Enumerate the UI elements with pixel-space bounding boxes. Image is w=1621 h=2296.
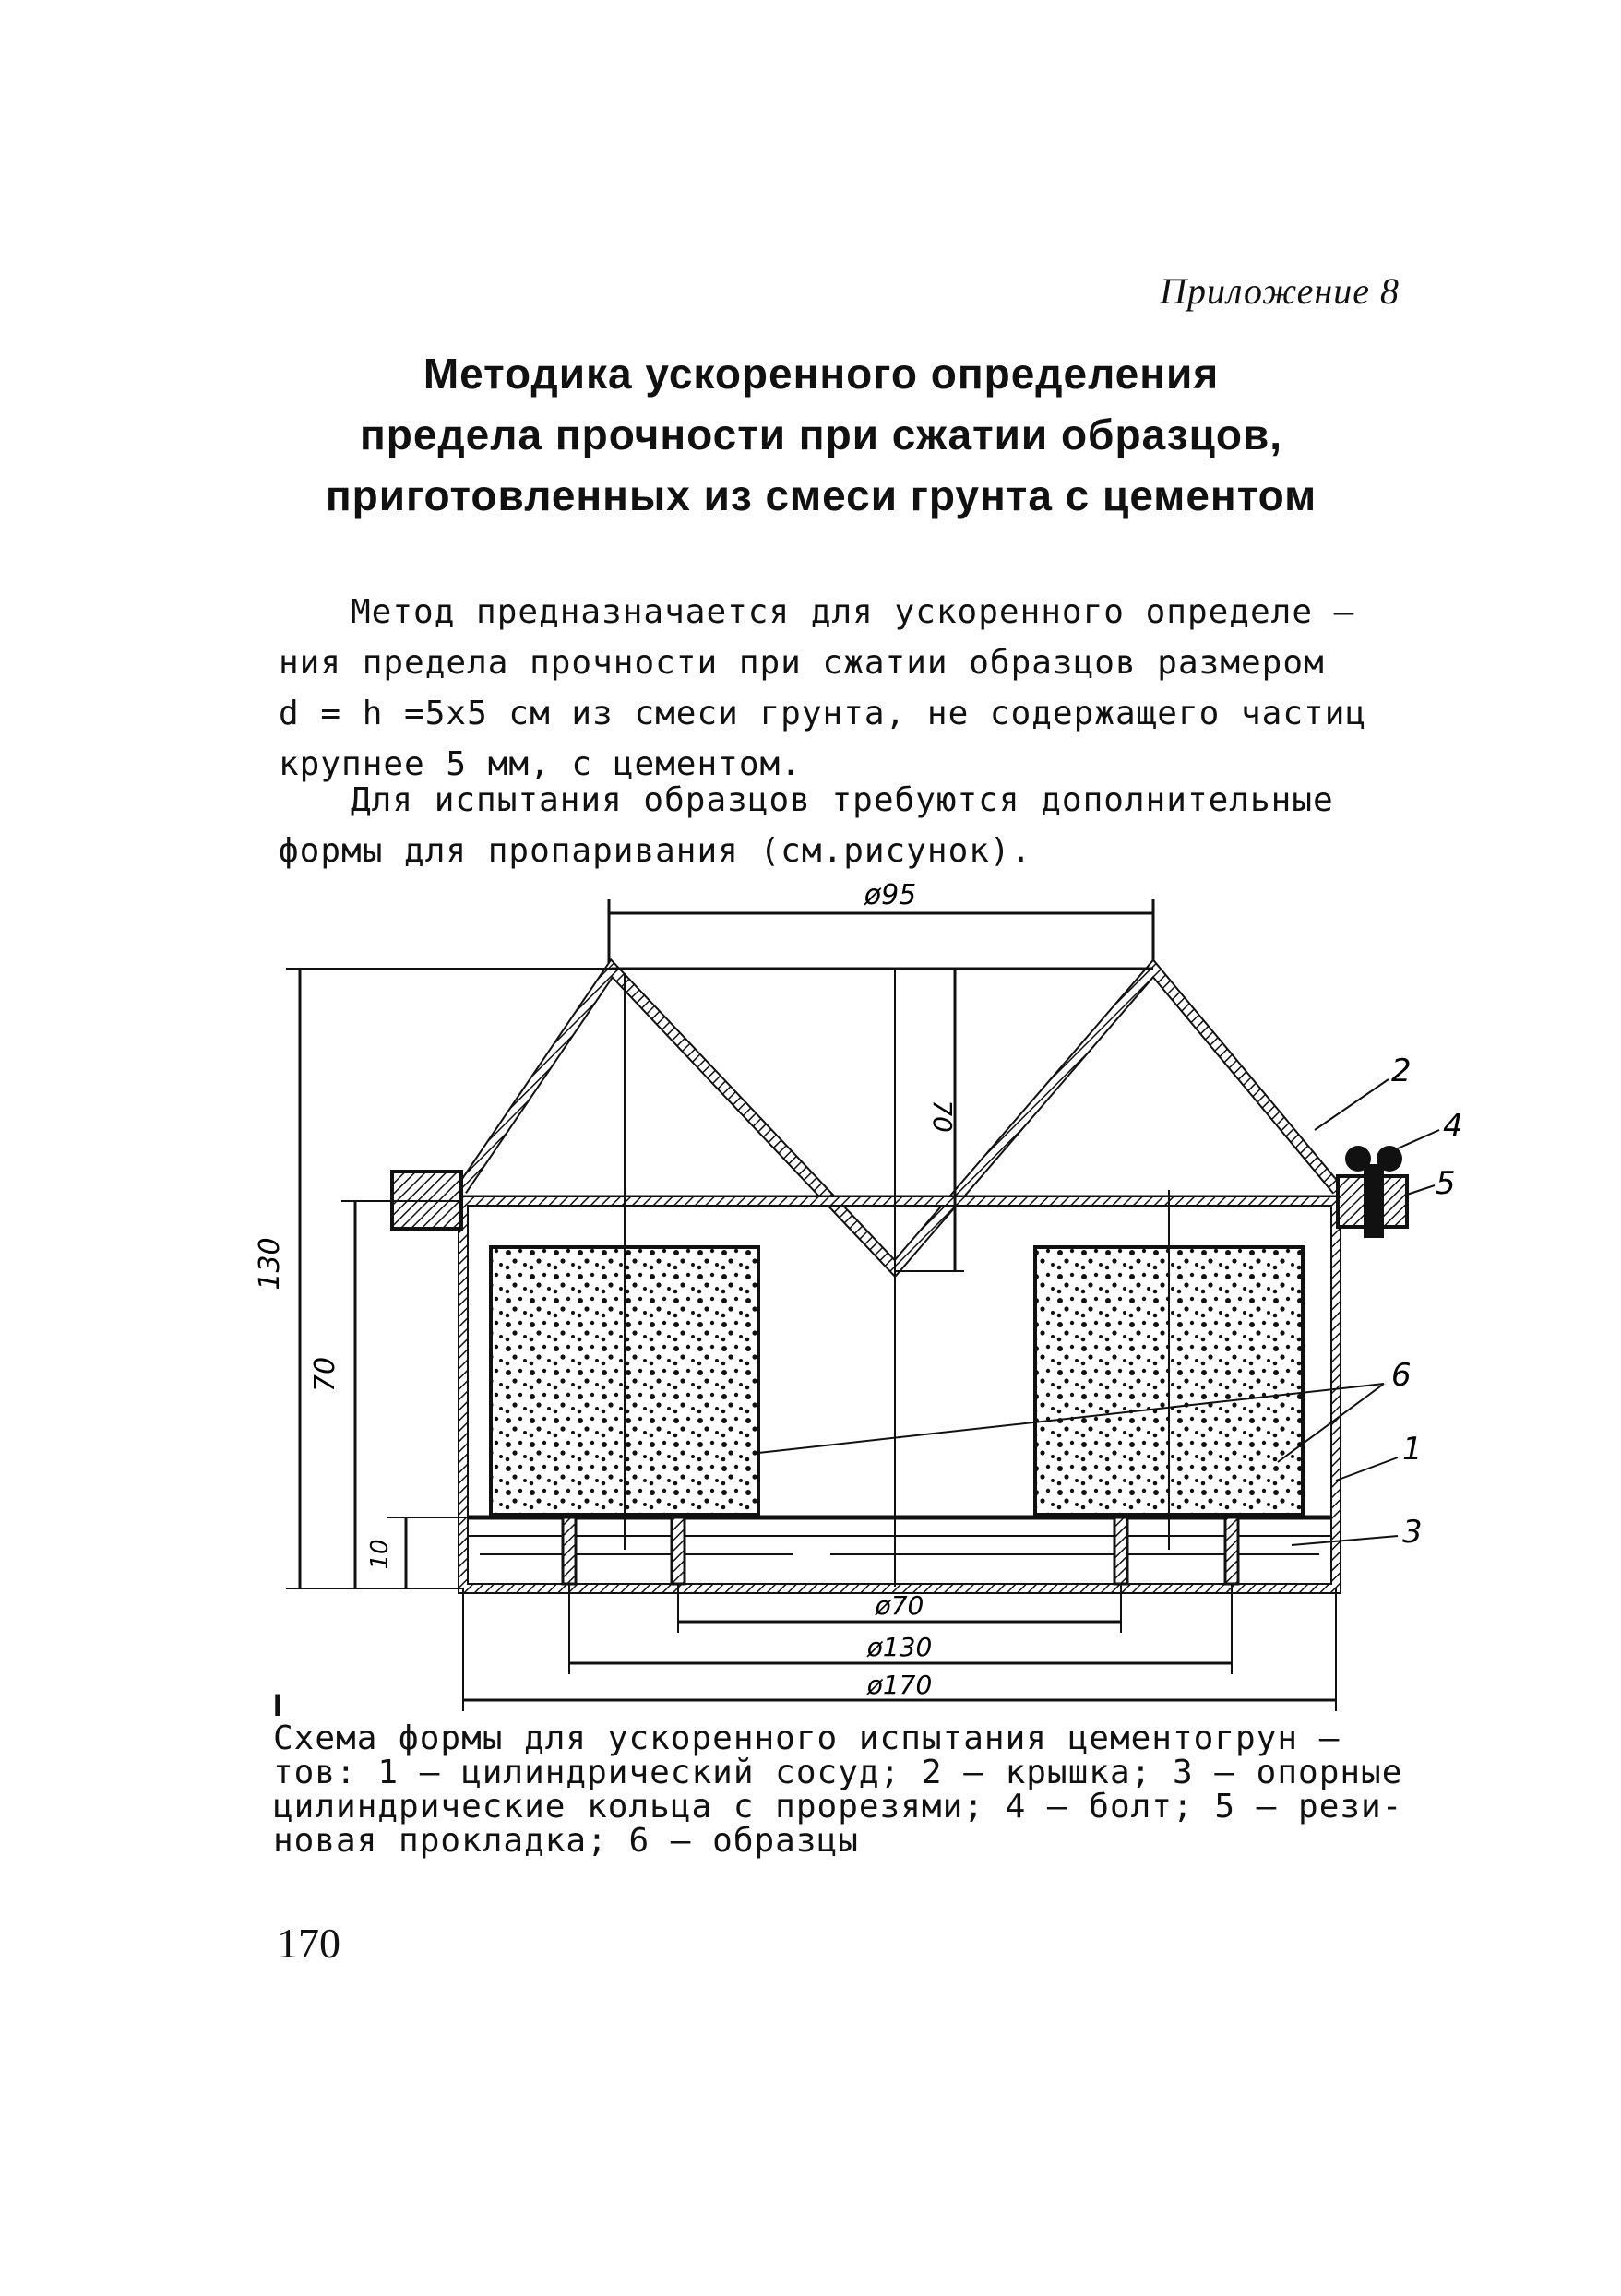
callout-number-3: 3 [1402,1514,1423,1551]
dim-label-vessel-height: 70 [309,1356,341,1393]
caption-line: тов: 1 – цилиндрический сосуд; 2 – крышка; 3 – опорные [273,1754,1403,1791]
dim-label-water-height: 10 [366,1539,394,1570]
paragraph-line: ния предела прочности при сжатии образцов размером [279,644,1325,682]
title-line-3: приготовленных из смеси грунта с цементом [325,471,1317,519]
dim-label-inner-ring: ø70 [875,1590,924,1621]
support-ring-outer-left [563,1517,576,1584]
title-line-2: предела прочности при сжатии образцов, [359,410,1283,458]
callout-number-2: 2 [1391,1053,1412,1089]
caption-line: цилиндрические кольца с прорезями; 4 – болт; 5 – рези- [273,1788,1403,1826]
dim-label-top-diameter: ø95 [864,879,917,911]
callout-number-6: 6 [1391,1357,1412,1394]
paragraph-line: крупнее 5 мм, с цементом. [279,745,802,783]
wing-nut-left [1345,1146,1371,1172]
paragraph-line: формы для пропаривания (см.рисунок). [279,832,1032,870]
lid-cover [461,969,1338,1268]
dim-label-lid-height: 70 [927,1100,958,1133]
figure-caption [273,1721,1509,1858]
paragraph-line: Метод предназначается для ускоренного определе – [351,593,1355,631]
dim-label-ring: ø130 [866,1632,933,1662]
paragraph-line: Для испытания образцов требуются дополнительные [351,781,1334,819]
page-number: 170 [277,1920,340,1967]
caption-line: Схема формы для ускоренного испытания цементогрун – [273,1719,1341,1757]
support-ring-outer-right [1225,1517,1238,1584]
figure-marker: I [273,1688,282,1723]
support-ring-inner-right [1114,1517,1127,1584]
callout-number-1: 1 [1402,1431,1423,1468]
paragraph-line: d = h =5х5 см из смеси грунта, не содержащего частиц [279,695,1367,732]
wing-nut-right [1377,1146,1402,1172]
support-ring-inner-left [672,1517,685,1584]
caption-line: новая прокладка; 6 – образцы [273,1822,859,1860]
dim-label-total-height: 130 [254,1237,286,1291]
callout-number-4: 4 [1443,1108,1463,1145]
dim-label-vessel-diameter: ø170 [866,1670,933,1700]
bolt [1364,1164,1384,1238]
appendix-label: Приложение 8 [1160,270,1400,312]
title-line-1: Методика ускоренного определения [423,350,1220,398]
callout-number-5: 5 [1436,1165,1456,1202]
